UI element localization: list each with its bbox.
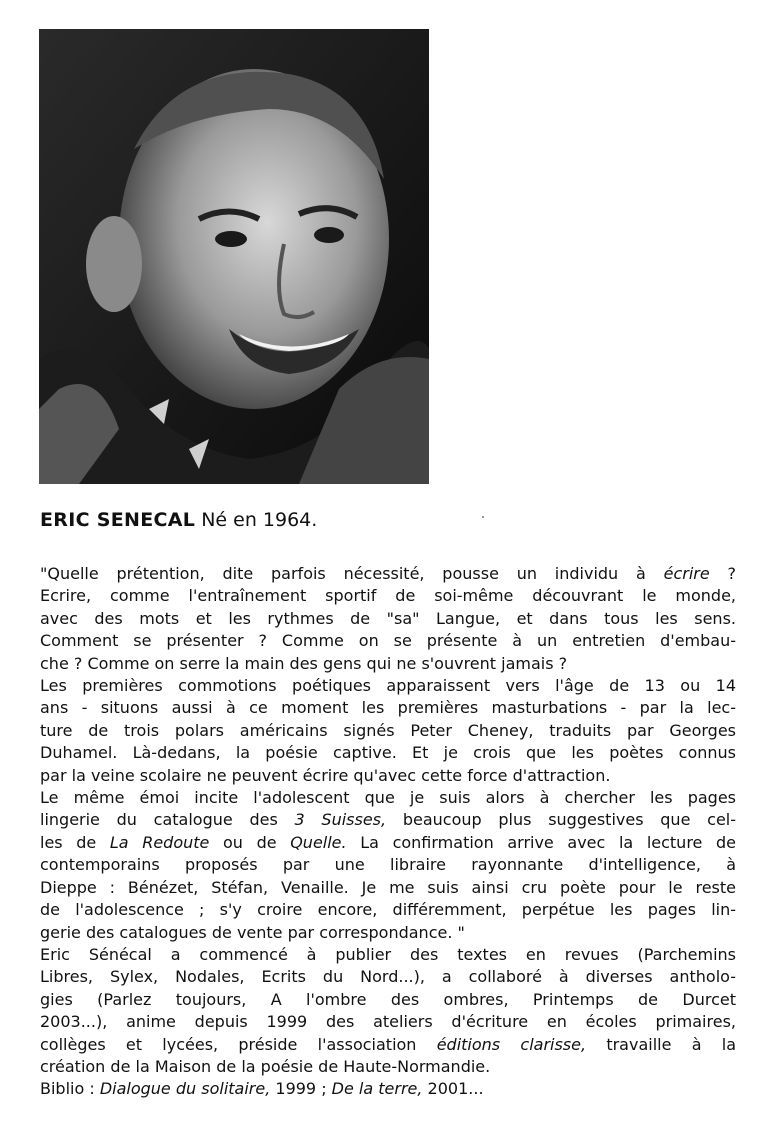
text-line: Dieppe : Bénézet, Stéfan, Venaille. Je me suis ainsi cru poète pour le reste	[40, 877, 736, 897]
text-line: de l'adolescence ; s'y croire encore, différemment, perpétue les pages lin-	[40, 900, 736, 920]
birth-note: Né en 1964.	[201, 509, 318, 531]
text-line: Comment se présenter ? Comme on se présente à un entretien d'embau-	[40, 631, 736, 651]
text-line: 2003...), anime depuis 1999 des ateliers d'écriture en écoles primaires,	[40, 1012, 736, 1032]
author-heading	[40, 509, 317, 531]
text-line: Les premières commotions poétiques apparaissent vers l'âge de 13 ou 14	[40, 676, 736, 696]
book-title: De la terre,	[331, 1079, 423, 1099]
text-line: ture de trois polars américains signés Peter Cheney, traduits par Georges	[40, 720, 736, 740]
quote-paragraph	[40, 563, 736, 675]
text-line: Ecrire, comme l'entraînement sportif de soi-même découvrant le monde,	[40, 586, 736, 606]
text-line: gies (Parlez toujours, A l'ombre des ombres, Printemps de Durcet	[40, 989, 736, 1009]
author-name: ERIC SENECAL	[40, 509, 196, 531]
text-line: Le même émoi incite l'adolescent que je suis alors à chercher les pages	[40, 788, 736, 808]
text-line: avec des mots et les rythmes de "sa" Langue, et dans tous les sens.	[40, 608, 736, 628]
author-portrait	[39, 29, 429, 484]
text-line: lingerie du catalogue des 3 Suisses, beaucoup plus suggestives que cel-	[40, 810, 737, 830]
bibliography: Biblio : Dialogue du solitaire, 1999 ; De la terre, 2001...	[40, 1079, 484, 1099]
emoi-paragraph	[40, 787, 736, 944]
portrait-image	[39, 29, 429, 484]
bio-paragraph	[40, 944, 736, 1078]
text-line: création de la Maison de la poésie de Haute-Normandie.	[40, 1056, 491, 1076]
text-line: les de La Redoute ou de Quelle. La confirmation arrive avec la lecture de	[40, 832, 737, 852]
text-line: Eric Sénécal a commencé à publier des textes en revues (Parchemins	[40, 944, 736, 964]
text-line: ans - situons aussi à ce moment les premières masturbations - par la lec-	[40, 698, 736, 718]
commotions-paragraph	[40, 675, 736, 787]
text-line: gerie des catalogues de vente par correspondance. "	[40, 922, 465, 942]
book-title: Dialogue du solitaire,	[99, 1079, 271, 1099]
text-line: collèges et lycées, préside l'association éditions clarisse, travaille à la	[40, 1034, 736, 1054]
text-line: Libres, Sylex, Nodales, Ecrits du Nord...), a collaboré à diverses antholo-	[40, 967, 736, 987]
text-line: "Quelle prétention, dite parfois nécessité, pousse un individu à écrire ?	[40, 564, 737, 583]
biography-text	[40, 563, 736, 1101]
speck	[482, 516, 484, 518]
text-line: Duhamel. Là-dedans, la poésie captive. Et je crois que les poètes connus	[40, 743, 736, 763]
text-line: che ? Comme on serre la main des gens qui ne s'ouvrent jamais ?	[40, 653, 568, 673]
text-line: contemporains proposés par une libraire rayonnante d'intelligence, à	[40, 855, 736, 875]
text-line: par la veine scolaire ne peuvent écrire qu'avec cette force d'attraction.	[40, 765, 611, 785]
